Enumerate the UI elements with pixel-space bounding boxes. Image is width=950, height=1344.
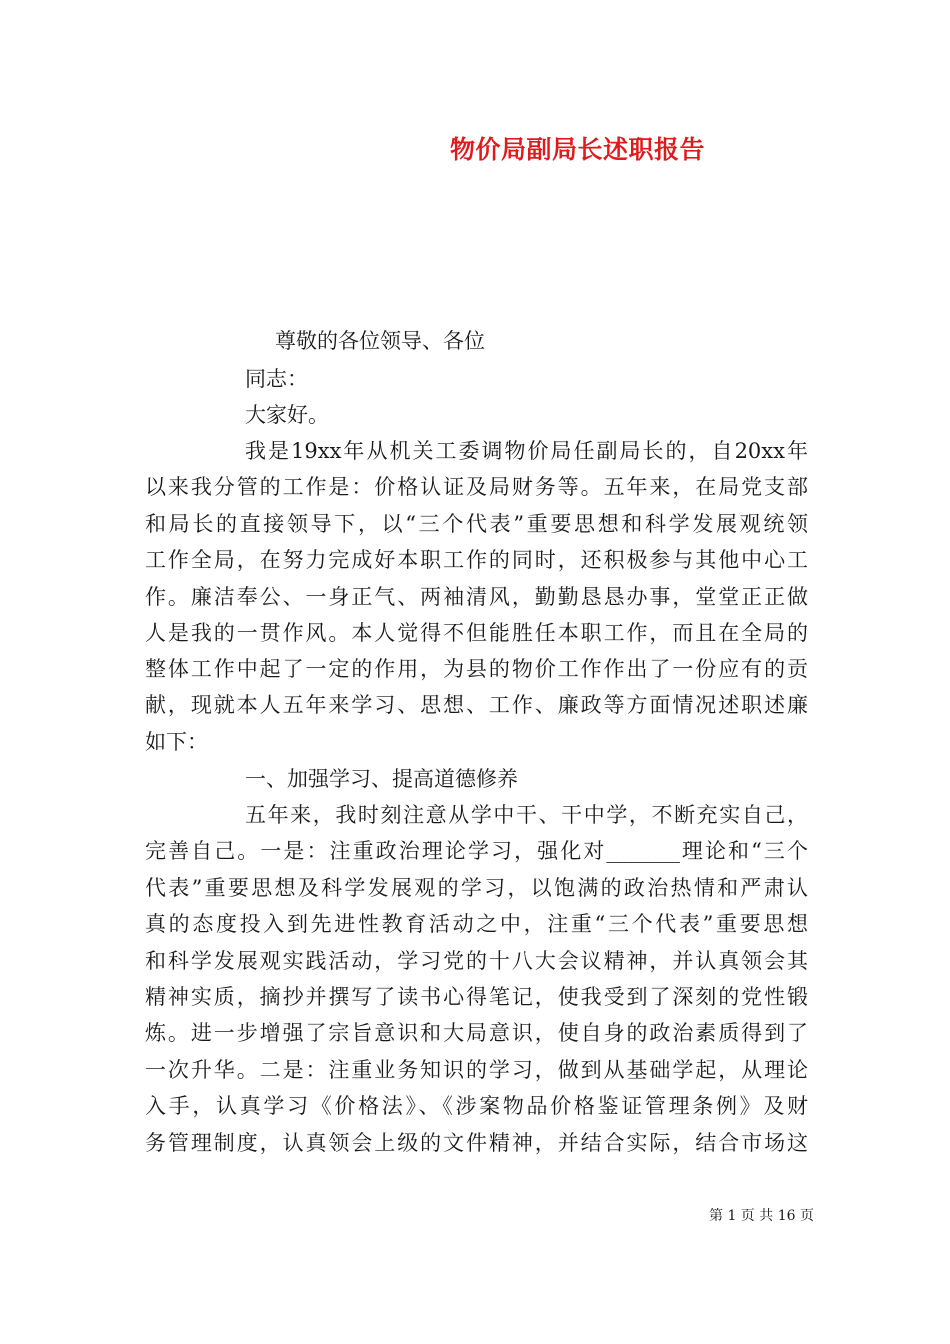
document-title: 物价局副局长述职报告 [449, 135, 705, 164]
salutation-line: 同志： [245, 367, 308, 391]
body-line: 和局长的直接领导下，以“三个代表”重要思想和科学发展观统领 [145, 512, 808, 536]
body-line: 整体工作中起了一定的作用，为县的物价工作作出了一份应有的贡 [145, 657, 808, 681]
body-line: 真的态度投入到先进性教育活动之中，注重“三个代表”重要思想 [145, 912, 808, 936]
body-line: 作。廉洁奉公、一身正气、两袖清风，勤勤恳恳办事，堂堂正正做 [145, 585, 808, 609]
body-line: 人是我的一贯作风。本人觉得不但能胜任本职工作，而且在全局的 [145, 621, 808, 645]
body-line: 工作全局，在努力完成好本职工作的同时，还积极参与其他中心工 [145, 548, 808, 572]
body-line: 五年来，我时刻注意从学中干、干中学，不断充实自己， [245, 803, 808, 827]
body-line: 以来我分管的工作是：价格认证及局财务等。五年来，在局党支部 [145, 475, 808, 499]
section-heading: 一、加强学习、提高道德修养 [245, 767, 518, 791]
body-line: 完善自己。一是：注重政治理论学习，强化对_______理论和“三个 [145, 839, 808, 863]
body-line: 一次升华。二是：注重业务知识的学习，做到从基础学起，从理论 [145, 1058, 808, 1082]
body-line: 务管理制度，认真领会上级的文件精神，并结合实际，结合市场这 [145, 1131, 808, 1155]
body-line: 如下： [145, 730, 208, 754]
page-number-footer: 第 1 页 共 16 页 [709, 1208, 814, 1224]
body-line: 炼。进一步增强了宗旨意识和大局意识，使自身的政治素质得到了 [145, 1021, 808, 1045]
body-line: 代表”重要思想及科学发展观的学习，以饱满的政治热情和严肃认 [145, 876, 808, 900]
body-line: 入手，认真学习《价格法》、《涉案物品价格鉴证管理条例》及财 [145, 1094, 808, 1118]
body-line: 精神实质，摘抄并撰写了读书心得笔记，使我受到了深刻的党性锻 [145, 985, 808, 1009]
greeting-line: 大家好。 [245, 403, 329, 427]
body-line: 我是19xx年从机关工委调物价局任副局长的，自20xx年 [245, 439, 808, 463]
salutation-line: 尊敬的各位领导、各位 [275, 329, 485, 353]
body-line: 献，现就本人五年来学习、思想、工作、廉政等方面情况述职述廉 [145, 693, 808, 717]
body-line: 和科学发展观实践活动，学习党的十八大会议精神，并认真领会其 [145, 949, 808, 973]
